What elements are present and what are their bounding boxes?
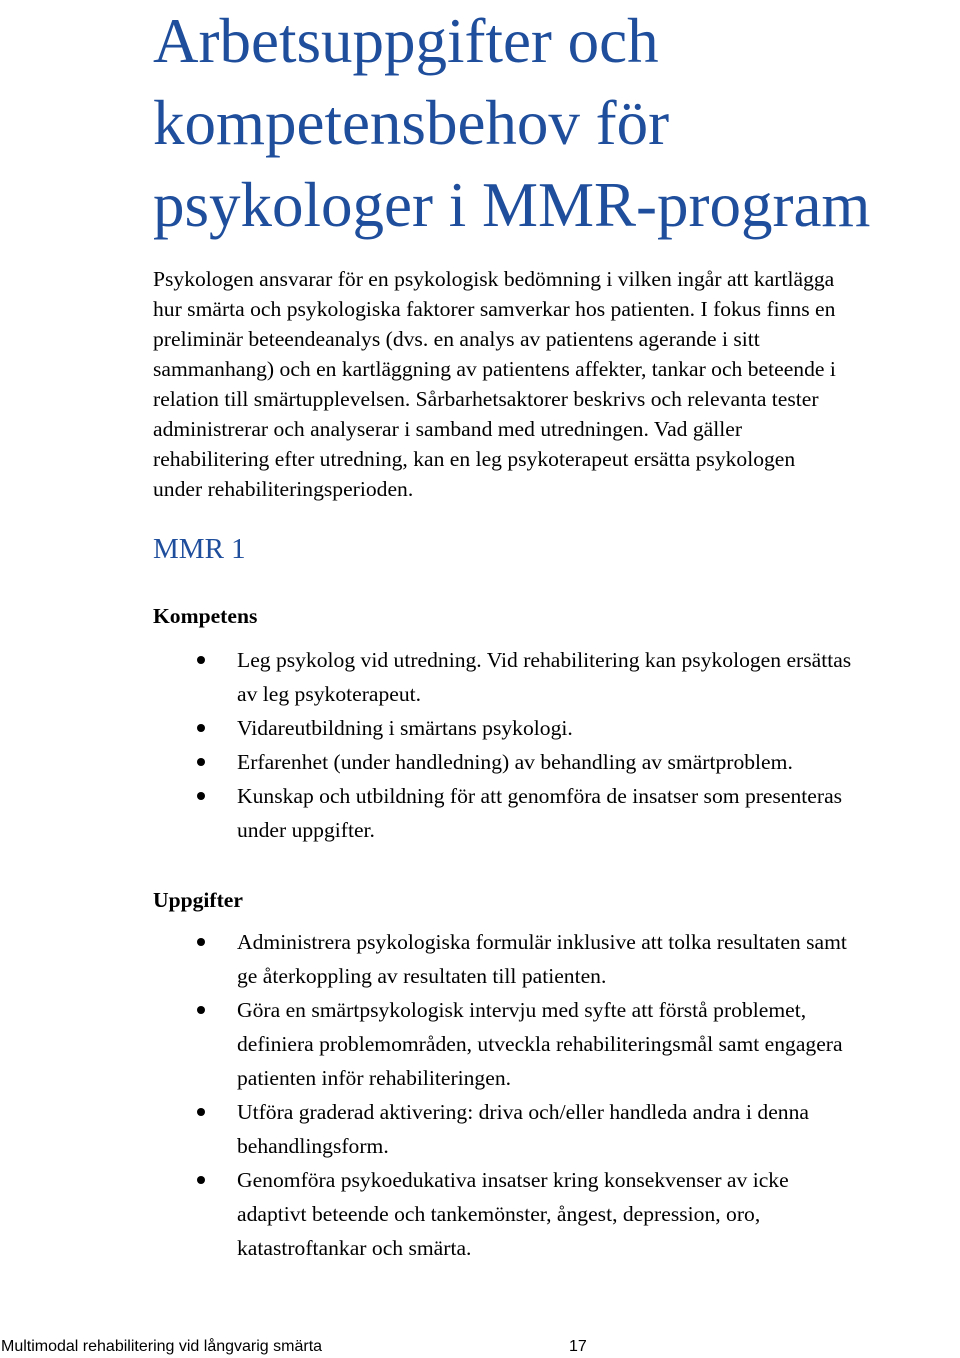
list-item [153,993,958,1095]
list-item [153,779,958,847]
page-footer [0,1336,600,1358]
list-item [153,1163,958,1265]
list-item [153,1095,958,1163]
footer-document-title: Multimodal rehabilitering vid långvarig smärta [1,1338,323,1355]
list-item [153,643,958,711]
list-item-line: Kunskap och utbildning för att genomföra de insatser som presenteras [237,784,843,808]
intro-line: administrerar och analyserar i samband med utredningen. Vad gäller [153,417,743,441]
bullet-icon [197,656,205,664]
intro-line: sammanhang) och en kartläggning av patientens affekter, tankar och beteende i [153,357,836,381]
title-line-1: Arbetsuppgifter och [153,6,659,76]
list-item-line: Genomföra psykoedukativa insatser kring konsekvenser av icke [237,1168,789,1192]
bullet-icon [197,724,205,732]
title-line-2: kompetensbehov för [153,88,670,158]
bullet-icon [197,1006,205,1014]
list-item-line: Administrera psykologiska formulär inklusive att tolka resultaten samt [237,930,847,954]
intro-line: hur smärta och psykologiska faktorer samverkar hos patienten. I fokus finns en [153,297,836,321]
intro-line: Psykologen ansvarar för en psykologisk bedömning i vilken ingår att kartlägga [153,267,835,291]
list-item-line: Leg psykolog vid utredning. Vid rehabilitering kan psykologen ersättas [237,648,852,672]
page-title [153,0,953,246]
section-subheading-mmr1: MMR 1 [153,533,246,565]
list-item [153,925,958,993]
list-item-line: adaptivt beteende och tankemönster, ångest, depression, oro, [237,1202,761,1226]
kompetens-heading: Kompetens [153,604,258,628]
list-item [153,711,958,745]
bullet-icon [197,1176,205,1184]
uppgifter-list [153,925,958,1265]
list-item-line: behandlingsform. [237,1134,389,1158]
list-item-line: patienten inför rehabiliteringen. [237,1066,512,1090]
list-item-line: ge återkoppling av resultaten till patienten. [237,964,607,988]
list-item-line: av leg psykoterapeut. [237,682,422,706]
intro-paragraph [153,264,958,504]
list-item-line: Vidareutbildning i smärtans psykologi. [237,716,573,740]
intro-line: under rehabiliteringsperioden. [153,477,414,501]
intro-line: preliminär beteendeanalys (dvs. en analys av patientens agerande i sitt [153,327,760,351]
intro-line: relation till smärtupplevelsen. Sårbarhetsaktorer beskrivs och relevanta tester [153,387,819,411]
footer-page-number: 17 [569,1338,587,1355]
uppgifter-heading: Uppgifter [153,888,243,912]
list-item-line: definiera problemområden, utveckla rehabiliteringsmål samt engagera [237,1032,843,1056]
bullet-icon [197,1108,205,1116]
list-item-line: Erfarenhet (under handledning) av behandling av smärtproblem. [237,750,793,774]
title-line-3: psykologer i MMR-program [153,170,871,240]
bullet-icon [197,938,205,946]
list-item-line: Utföra graderad aktivering: driva och/eller handleda andra i denna [237,1100,809,1124]
list-item-line: under uppgifter. [237,818,375,842]
list-item [153,745,958,779]
kompetens-list [153,643,958,847]
list-item-line: katastroftankar och smärta. [237,1236,472,1260]
bullet-icon [197,758,205,766]
intro-line: rehabilitering efter utredning, kan en leg psykoterapeut ersätta psykologen [153,447,796,471]
list-item-line: Göra en smärtpsykologisk intervju med syfte att förstå problemet, [237,998,807,1022]
bullet-icon [197,792,205,800]
